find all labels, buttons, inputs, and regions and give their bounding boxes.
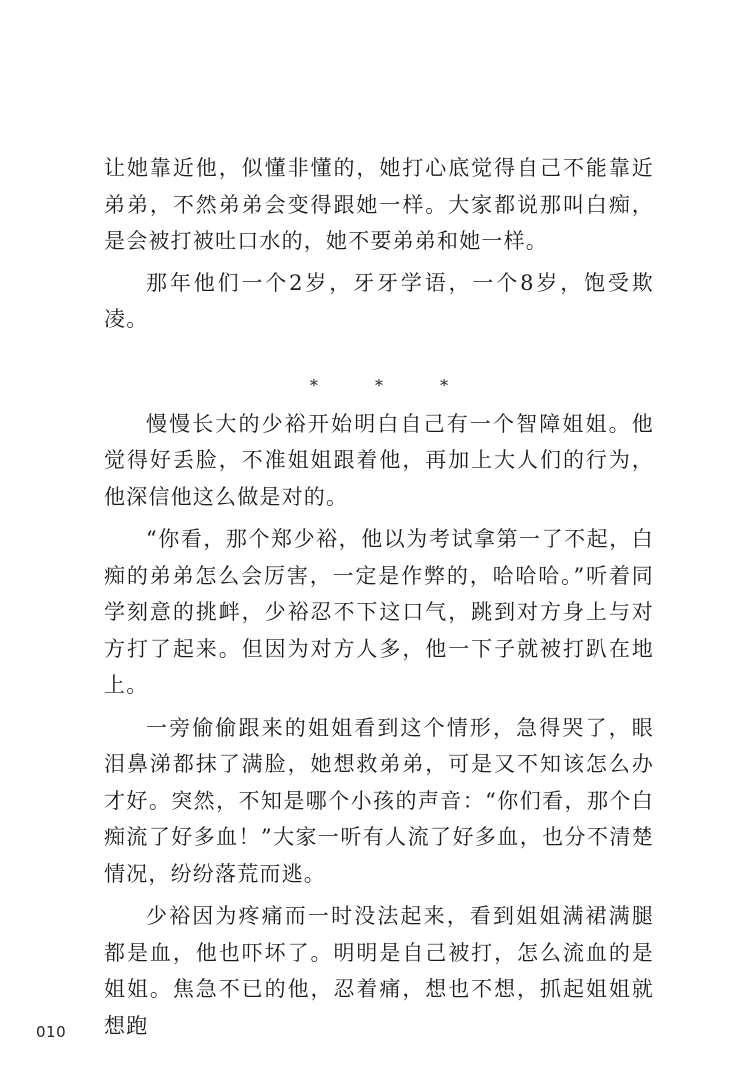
page-number: 010 <box>36 1023 67 1041</box>
paragraph-growing-up: 慢慢长大的少裕开始明白自己有一个智障姐姐。他觉得好丢脸，不准姐姐跟着他，再加上大人们的行为，他深信他这么做是对的。 <box>104 411 654 509</box>
page-body <box>104 150 654 1044</box>
paragraph-continuation: 让她靠近他，似懂非懂的，她打心底觉得自己不能靠近弟弟，不然弟弟会变得跟她一样。大家都说那叫白痴，是会被打被吐口水的，她不要弟弟和她一样。 <box>104 156 654 253</box>
section-separator: * * * <box>309 375 475 395</box>
paragraph-ages: 那年他们一个2岁，牙牙学语，一个8岁，饱受欺凌。 <box>104 270 654 331</box>
paragraph-blood: 少裕因为疼痛而一时没法起来，看到姐姐满裙满腿都是血，他也吓坏了。明明是自己被打，怎么流血的是姐姐。焦急不已的他，忍着痛，想也不想，抓起姐姐就想跑 <box>104 904 654 1038</box>
paragraph-classmates-taunt: “你看，那个郑少裕，他以为考试拿第一了不起，白痴的弟弟怎么会厉害，一定是作弊的，哈哈哈。”听着同学刻意的挑衅，少裕忍不下这口气，跳到对方身上与对方打了起来。但因为对方人多，他一下子就被打趴在地上。 <box>104 527 654 697</box>
paragraph-sister-cries: 一旁偷偷跟来的姐姐看到这个情形，急得哭了，眼泪鼻涕都抹了满脸，她想救弟弟，可是又不知该怎么办才好。突然，不知是哪个小孩的声音：“你们看，那个白痴流了好多血！”大家一听有人流了好多血，也分不清楚情况，纷纷落荒而逃。 <box>104 715 654 886</box>
